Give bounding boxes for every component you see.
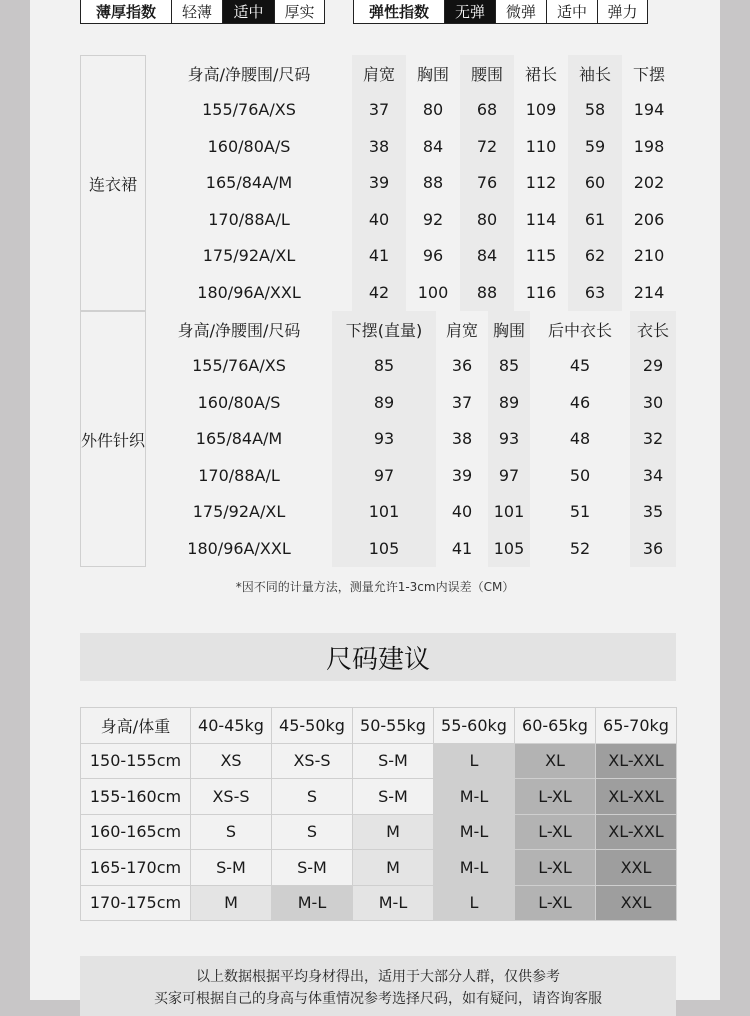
dress-cell: 198 — [633, 136, 665, 156]
footer-line-1: 以上数据根据平均身材得出，适用于大部分人群，仅供参考 — [196, 969, 560, 985]
cardigan-cell: 36 — [451, 356, 473, 376]
elasticity-option-stretch: 弹力 — [597, 0, 647, 23]
cardigan-cell: 34 — [630, 457, 676, 494]
dress-cell: 61 — [568, 201, 622, 238]
dress-cell: 100 — [417, 282, 449, 302]
cardigan-header-cell: 下摆(直量) — [332, 311, 436, 348]
cardigan-header-cell: 肩宽 — [445, 320, 478, 340]
recommend-size-cell: S — [191, 814, 272, 850]
recommend-row — [81, 779, 677, 815]
size-recommendation-title: 尺码建议 — [80, 633, 676, 681]
dress-cell: 41 — [352, 238, 406, 275]
cardigan-cell: 89 — [332, 384, 436, 421]
dress-cell: 115 — [525, 246, 557, 266]
elasticity-option-slight: 微弹 — [495, 0, 546, 23]
recommend-size-cell: M-L — [434, 779, 515, 815]
dress-header-cell: 胸围 — [416, 64, 449, 84]
dress-cell: 42 — [352, 274, 406, 311]
dress-cell: 202 — [633, 173, 665, 193]
recommend-height-cell: 170-175cm — [81, 885, 191, 921]
dress-cell: 58 — [568, 92, 622, 129]
recommend-header-cell: 身高/体重 — [81, 708, 191, 744]
recommend-size-cell: S-M — [353, 743, 434, 779]
cardigan-cell: 93 — [488, 421, 530, 458]
recommend-size-cell: L-XL — [515, 779, 596, 815]
dress-cell: 175/92A/XL — [202, 246, 296, 266]
cardigan-cell: 40 — [451, 502, 473, 522]
cardigan-cell: 105 — [488, 530, 530, 567]
recommend-size-cell: XS — [191, 743, 272, 779]
recommend-size-cell: M — [353, 814, 434, 850]
dress-header-cell: 袖长 — [568, 55, 622, 92]
cardigan-cell: 89 — [488, 384, 530, 421]
recommend-size-cell: M-L — [353, 885, 434, 921]
dress-cell: 92 — [422, 209, 444, 229]
measurement-note: *因不同的计量方法，测量允许1-3cm内误差（CM） — [235, 580, 515, 594]
cardigan-cell: 50 — [569, 465, 591, 485]
cardigan-cell: 160/80A/S — [197, 392, 281, 412]
dress-cell: 88 — [422, 173, 444, 193]
dress-cell: 80 — [422, 100, 444, 120]
cardigan-header-cell: 后中衣长 — [547, 320, 612, 340]
recommend-size-cell: XS-S — [272, 743, 353, 779]
cardigan-cell: 101 — [332, 494, 436, 531]
cardigan-cell: 52 — [569, 538, 591, 558]
recommend-size-cell: M-L — [434, 850, 515, 886]
dress-cell: 96 — [422, 246, 444, 266]
cardigan-cell: 97 — [332, 457, 436, 494]
recommend-size-cell: L-XL — [515, 885, 596, 921]
recommend-size-cell: L — [434, 743, 515, 779]
cardigan-cell: 165/84A/M — [195, 429, 283, 449]
footer-note — [80, 956, 676, 1016]
cardigan-cell: 38 — [451, 429, 473, 449]
cardigan-cell: 93 — [332, 421, 436, 458]
dress-cell: 180/96A/XXL — [197, 282, 301, 302]
dress-cell: 116 — [525, 282, 557, 302]
recommend-height-cell: 155-160cm — [81, 779, 191, 815]
dress-header-cell: 下摆 — [632, 64, 665, 84]
cardigan-cell: 170/88A/L — [198, 465, 280, 485]
elasticity-option-none: 无弹 — [444, 0, 495, 23]
dress-cell: 112 — [525, 173, 557, 193]
dress-cell: 39 — [352, 165, 406, 202]
recommend-row — [81, 814, 677, 850]
recommend-row — [81, 850, 677, 886]
dress-cell: 88 — [460, 274, 514, 311]
recommend-size-cell: S-M — [272, 850, 353, 886]
dress-cell: 60 — [568, 165, 622, 202]
dress-cell: 155/76A/XS — [202, 100, 296, 120]
cardigan-cell: 48 — [569, 429, 591, 449]
cardigan-cell: 180/96A/XXL — [187, 538, 291, 558]
dress-cell: 109 — [525, 100, 557, 120]
dress-cell: 62 — [568, 238, 622, 275]
recommend-size-cell: XXL — [596, 885, 677, 921]
cardigan-cell: 46 — [569, 392, 591, 412]
recommend-size-cell: XXL — [596, 850, 677, 886]
thickness-option-medium: 适中 — [222, 0, 274, 23]
dress-cell: 165/84A/M — [205, 173, 293, 193]
cardigan-cell: 35 — [630, 494, 676, 531]
dress-cell: 76 — [460, 165, 514, 202]
cardigan-cell: 85 — [488, 348, 530, 385]
dress-cell: 194 — [633, 100, 665, 120]
thickness-option-light: 轻薄 — [171, 0, 222, 23]
recommend-size-cell: L-XL — [515, 850, 596, 886]
cardigan-cell: 85 — [332, 348, 436, 385]
recommend-row — [81, 743, 677, 779]
dress-header-cell: 肩宽 — [352, 55, 406, 92]
recommend-height-cell: 165-170cm — [81, 850, 191, 886]
cardigan-header-cell: 胸围 — [488, 311, 530, 348]
recommend-height-cell: 160-165cm — [81, 814, 191, 850]
dress-header-cell: 裙长 — [524, 64, 557, 84]
thickness-index-label: 薄厚指数 — [95, 2, 156, 21]
recommend-size-cell: XL-XXL — [596, 743, 677, 779]
recommend-header-cell: 40-45kg — [191, 708, 272, 744]
elasticity-index-label: 弹性指数 — [368, 2, 429, 21]
dress-cell: 80 — [460, 201, 514, 238]
recommend-size-cell: M-L — [434, 814, 515, 850]
dress-group-label: 连衣裙 — [80, 55, 146, 311]
dress-cell: 210 — [633, 246, 665, 266]
recommend-height-cell: 150-155cm — [81, 743, 191, 779]
recommend-size-cell: XL-XXL — [596, 814, 677, 850]
recommend-size-cell: XL-XXL — [596, 779, 677, 815]
recommend-size-cell: M — [191, 885, 272, 921]
cardigan-header-cell: 衣长 — [630, 311, 676, 348]
elasticity-index-bar — [353, 0, 648, 24]
cardigan-cell: 36 — [630, 530, 676, 567]
cardigan-cell: 175/92A/XL — [192, 502, 286, 522]
cardigan-cell: 97 — [488, 457, 530, 494]
dress-cell: 40 — [352, 201, 406, 238]
recommend-header-cell: 65-70kg — [596, 708, 677, 744]
dress-cell: 59 — [568, 128, 622, 165]
cardigan-cell: 32 — [630, 421, 676, 458]
recommend-row — [81, 885, 677, 921]
recommend-size-cell: L — [434, 885, 515, 921]
footer-line-2: 买家可根据自己的身高与体重情况参考选择尺码，如有疑问，请咨询客服 — [154, 991, 602, 1007]
recommend-header-cell: 45-50kg — [272, 708, 353, 744]
recommend-size-cell: S-M — [353, 779, 434, 815]
cardigan-cell: 37 — [451, 392, 473, 412]
cardigan-cell: 30 — [630, 384, 676, 421]
recommend-header-cell: 50-55kg — [353, 708, 434, 744]
dress-cell: 110 — [525, 136, 557, 156]
dress-header-cell: 身高/净腰围/尺码 — [187, 64, 311, 84]
recommend-size-cell: XS-S — [191, 779, 272, 815]
cardigan-cell: 101 — [488, 494, 530, 531]
cardigan-cell: 39 — [451, 465, 473, 485]
cardigan-cell: 41 — [451, 538, 473, 558]
recommend-size-cell: XL — [515, 743, 596, 779]
cardigan-cell: 29 — [630, 348, 676, 385]
cardigan-cell: 51 — [569, 502, 591, 522]
dress-cell: 170/88A/L — [208, 209, 290, 229]
cardigan-cell: 105 — [332, 530, 436, 567]
dress-cell: 72 — [460, 128, 514, 165]
dress-header-cell: 腰围 — [460, 55, 514, 92]
recommend-header-cell: 60-65kg — [515, 708, 596, 744]
dress-cell: 84 — [422, 136, 444, 156]
cardigan-cell: 155/76A/XS — [192, 356, 286, 376]
dress-cell: 84 — [460, 238, 514, 275]
cardigan-header-cell: 身高/净腰围/尺码 — [177, 320, 301, 340]
cardigan-group-label: 外件针织 — [80, 311, 146, 567]
dress-cell: 38 — [352, 128, 406, 165]
dress-cell: 114 — [525, 209, 557, 229]
dress-cell: 206 — [633, 209, 665, 229]
recommend-size-cell: M-L — [272, 885, 353, 921]
recommend-size-cell: L-XL — [515, 814, 596, 850]
recommend-header-cell: 55-60kg — [434, 708, 515, 744]
cardigan-cell: 45 — [569, 356, 591, 376]
dress-cell: 160/80A/S — [207, 136, 291, 156]
recommend-size-cell: S — [272, 814, 353, 850]
recommend-size-cell: S — [272, 779, 353, 815]
dress-cell: 68 — [460, 92, 514, 129]
size-recommendation-table — [80, 707, 677, 921]
thickness-index-bar — [80, 0, 325, 24]
recommend-size-cell: S-M — [191, 850, 272, 886]
dress-cell: 37 — [352, 92, 406, 129]
elasticity-option-medium: 适中 — [546, 0, 597, 23]
recommend-size-cell: M — [353, 850, 434, 886]
dress-cell: 63 — [568, 274, 622, 311]
thickness-option-thick: 厚实 — [274, 0, 324, 23]
dress-cell: 214 — [633, 282, 665, 302]
